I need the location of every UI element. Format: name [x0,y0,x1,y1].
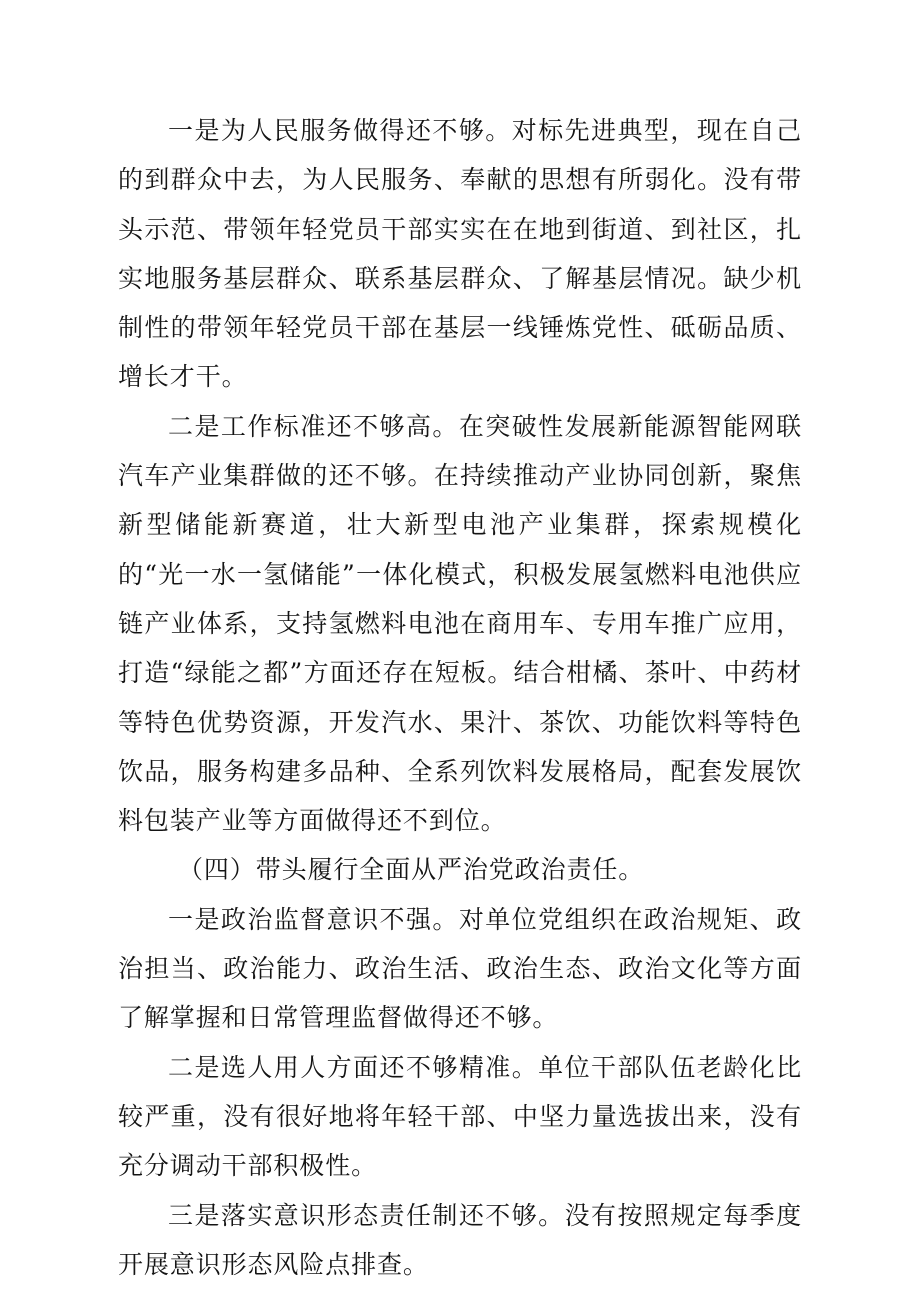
paragraph-personnel-selection: 二是选人用人方面还不够精准。单位干部队伍老龄化比较严重，没有很好地将年轻干部、中坚力量选拔出来，没有充分调动干部积极性。 [118,1052,802,1181]
paragraph-ideology-responsibility: 三是落实意识形态责任制还不够。没有按照规定每季度开展意识形态风险点排查。 [118,1200,802,1279]
section-heading-four: （四）带头履行全面从严治党政治责任。 [178,855,645,885]
paragraph-work-standard: 二是工作标准还不够高。在突破性发展新能源智能网联汽车产业集群做的还不够。在持续推动产业协同创新，聚焦新型储能新赛道，壮大新型电池产业集群，探索规模化的“光一水一氢储能”一体化模式，积极发展氢燃料电池供应链产业体系，支持氢燃料电池在商用车、专用车推广应用，打造“绿能之都”方面还存在短板。结合柑橘、茶叶、中药材等特色优势资源，开发汽水、果汁、茶饮、功能饮料等特色饮品，服务构建多品种、全系列饮料发展格局，配套发展饮料包装产业等方面做得还不到位。 [118,411,802,836]
paragraph-serve-people: 一是为人民服务做得还不够。对标先进典型，现在自己的到群众中去，为人民服务、奉献的思想有所弱化。没有带头示范、带领年轻党员干部实实在在地到街道、到社区，扎实地服务基层群众、联系基层群众、了解基层情况。缺少机制性的带领年轻党员干部在基层一线锤炼党性、砥砺品质、增长才干。 [118,116,802,392]
document-body [118,106,802,1289]
paragraph-political-supervision: 一是政治监督意识不强。对单位党组织在政治规矩、政治担当、政治能力、政治生活、政治生态、政治文化等方面了解掌握和日常管理监督做得还不够。 [118,904,802,1033]
